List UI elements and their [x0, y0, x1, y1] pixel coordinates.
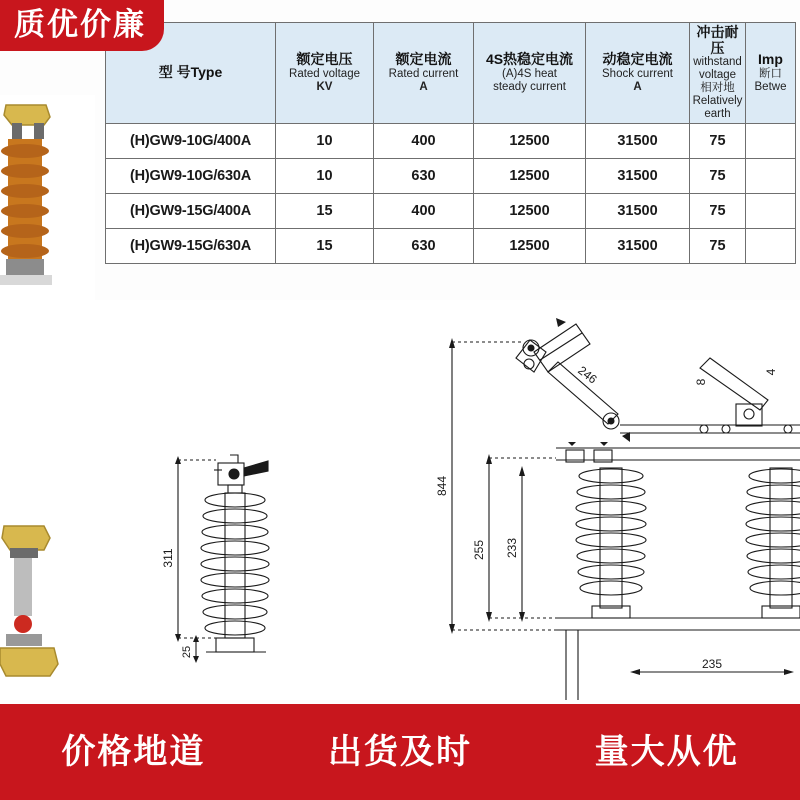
- header-en2-impulse: 相对地 Relatively earth: [692, 82, 743, 120]
- cell-current: 630: [374, 158, 474, 193]
- header-cn-shock: 动稳定电流: [602, 51, 673, 68]
- spec-table: [105, 22, 796, 264]
- cell-earth: 75: [690, 228, 746, 263]
- header-cn-heat: 4S热稳定电流: [485, 51, 574, 68]
- bottom-slogan-bar: [0, 704, 800, 800]
- slogan-volume: 量大从优: [594, 733, 739, 771]
- spec-table-head: [106, 23, 796, 124]
- cell-model: (H)GW9-10G/400A: [106, 123, 276, 158]
- cell-heat: 12500: [474, 123, 586, 158]
- cell-shock: 31500: [586, 123, 690, 158]
- spec-table-body: [106, 123, 796, 263]
- dim-insulator-height: 311: [161, 548, 175, 568]
- table-header-voltage: [276, 23, 374, 124]
- table-row: [106, 158, 796, 193]
- cell-voltage: 15: [276, 228, 374, 263]
- cell-earth: 75: [690, 193, 746, 228]
- header-cn-voltage: 额定电压: [296, 51, 353, 68]
- svg-text:8: 8: [694, 378, 708, 386]
- cell-heat: 12500: [474, 158, 586, 193]
- header-unit-voltage: KV: [316, 80, 333, 93]
- spec-table-wrapper: [105, 22, 795, 264]
- header-cn-current: 额定电流: [395, 51, 452, 68]
- dim-base-height: 25: [181, 645, 193, 659]
- cell-heat: 12500: [474, 228, 586, 263]
- slogan-shipping: 出货及时: [327, 733, 472, 771]
- table-header-heat-steady: [474, 23, 586, 124]
- header-en-shock: Shock current: [602, 67, 673, 80]
- cell-gap: [746, 193, 796, 228]
- table-row: [106, 193, 796, 228]
- header-en-heat: (A)4S heat: [502, 67, 557, 80]
- cell-current: 630: [374, 228, 474, 263]
- quality-banner: 质优价廉: [0, 0, 164, 51]
- table-row: [106, 228, 796, 263]
- header-en-impulse: withstand voltage: [693, 56, 742, 82]
- header-unit-current: A: [419, 80, 428, 93]
- cell-gap: [746, 158, 796, 193]
- header-en2-gap: 断口 Betwe: [754, 67, 787, 93]
- dim-base-width: 235: [701, 657, 723, 671]
- header-cn-gap: Imp: [758, 51, 783, 68]
- dim-sub-height: 233: [505, 537, 519, 559]
- table-header-shock: [586, 23, 690, 124]
- cell-heat: 12500: [474, 193, 586, 228]
- table-header-current: [374, 23, 474, 124]
- cell-earth: 75: [690, 123, 746, 158]
- product-photo-top: [0, 95, 95, 310]
- cell-gap: [746, 123, 796, 158]
- header-unit-shock: A: [633, 80, 642, 93]
- header-en-voltage: Rated voltage: [289, 67, 360, 80]
- cell-model: (H)GW9-15G/400A: [106, 193, 276, 228]
- header-en-current: Rated current: [388, 67, 459, 80]
- cell-shock: 31500: [586, 193, 690, 228]
- cell-gap: [746, 228, 796, 263]
- cell-shock: 31500: [586, 228, 690, 263]
- svg-text:4: 4: [764, 368, 778, 376]
- slogan-price: 价格地道: [61, 733, 206, 771]
- dim-total-height: 844: [435, 475, 449, 497]
- cell-voltage: 10: [276, 123, 374, 158]
- technical-drawing: [0, 300, 800, 700]
- cell-model: (H)GW9-15G/630A: [106, 228, 276, 263]
- table-header-impulse-gap: [746, 23, 796, 124]
- header-cn-impulse: 冲击耐压: [696, 24, 739, 56]
- dim-arm-length: 246: [575, 363, 600, 387]
- table-row: [106, 123, 796, 158]
- cell-current: 400: [374, 193, 474, 228]
- dim-mid-height: 255: [472, 539, 486, 561]
- cell-model: (H)GW9-10G/630A: [106, 158, 276, 193]
- header-en2-heat: steady current: [493, 80, 566, 93]
- cell-voltage: 15: [276, 193, 374, 228]
- cell-shock: 31500: [586, 158, 690, 193]
- cell-current: 400: [374, 123, 474, 158]
- header-cn-type: 型 号Type: [158, 64, 223, 81]
- product-photo-bottom: [0, 520, 90, 685]
- cell-earth: 75: [690, 158, 746, 193]
- table-header-impulse-earth: [690, 23, 746, 124]
- table-header-row: [106, 23, 796, 124]
- cell-voltage: 10: [276, 158, 374, 193]
